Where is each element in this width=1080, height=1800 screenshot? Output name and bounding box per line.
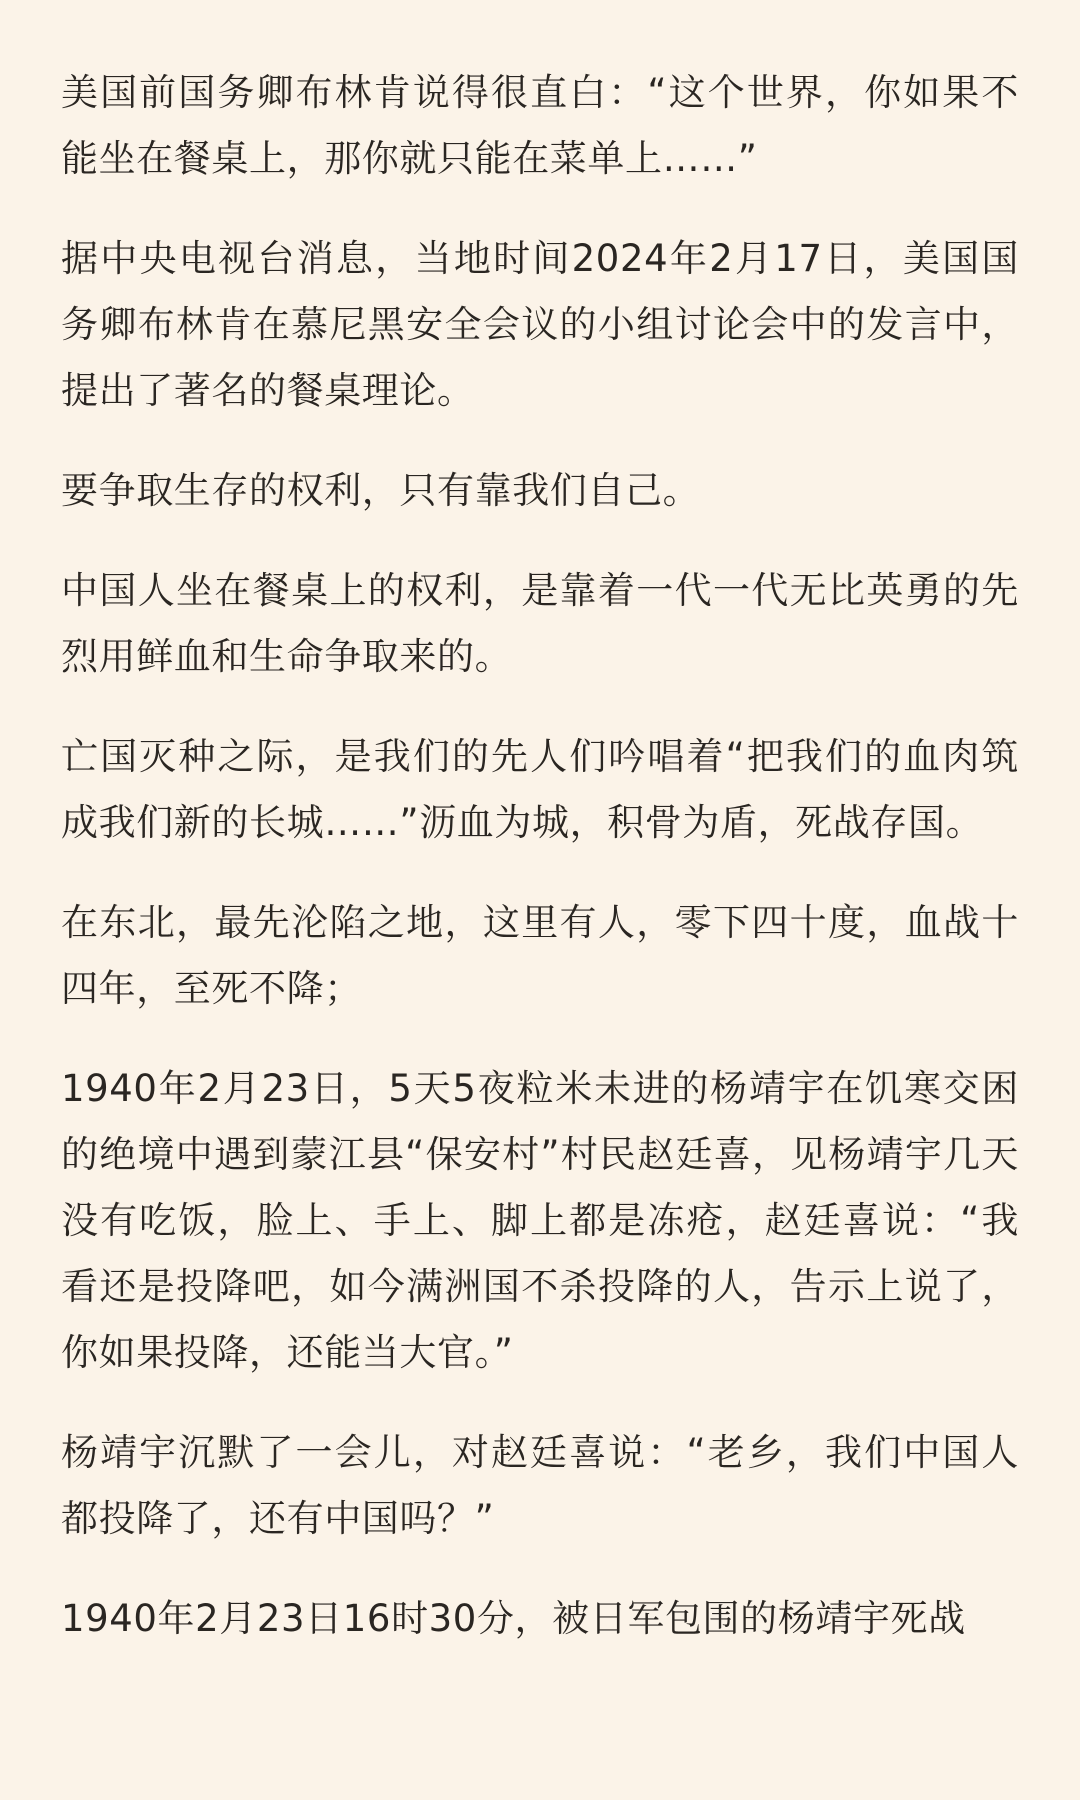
paragraph-yang-jingyu-reply: 杨靖宇沉默了一会儿，对赵廷喜说：“老乡，我们中国人都投降了，还有中国吗？” (61, 1431, 1019, 1540)
paragraph-northeast: 在东北，最先沦陷之地，这里有人，零下四十度，血战十四年，至死不降； (61, 901, 1019, 1010)
paragraph-great-wall: 亡国灭种之际，是我们的先人们吟唱着“把我们的血肉筑成我们新的长城……”沥血为城，积骨为盾，死战存国。 (61, 735, 1019, 844)
paragraph-survival-right: 要争取生存的权利，只有靠我们自己。 (61, 469, 701, 512)
paragraph-yang-jingyu-encounter: 1940年2月23日，5天5夜粒米未进的杨靖宇在饥寒交困的绝境中遇到蒙江县“保安村”村民赵廷喜，见杨靖宇几天没有吃饭，脸上、手上、脚上都是冻疮，赵廷喜说：“我看还是投降吧，如今满洲国不杀投降的人，告示上说了，你如果投降，还能当大官。” (61, 1067, 1019, 1374)
paragraph-martyrs: 中国人坐在餐桌上的权利，是靠着一代一代无比英勇的先烈用鲜血和生命争取来的。 (61, 569, 1019, 678)
paragraph-last-battle: 1940年2月23日16时30分，被日军包围的杨靖宇死战 (61, 1597, 966, 1640)
paragraph-blinken-quote: 美国前国务卿布林肯说得很直白：“这个世界，你如果不能坐在餐桌上，那你就只能在菜单上……” (61, 71, 1019, 180)
paragraph-cctv-news: 据中央电视台消息，当地时间2024年2月17日，美国国务卿布林肯在慕尼黑安全会议的小组讨论会中的发言中，提出了著名的餐桌理论。 (61, 237, 1019, 412)
